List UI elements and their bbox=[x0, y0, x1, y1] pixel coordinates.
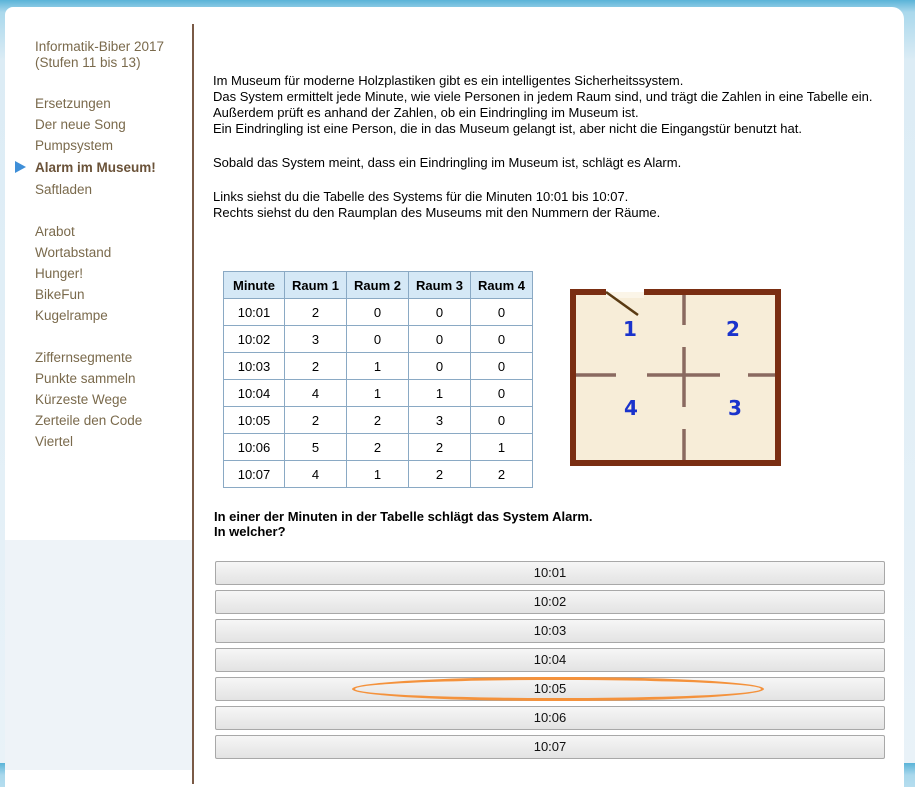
room-number-1: 1 bbox=[623, 317, 637, 341]
table-header: Raum 3 bbox=[409, 272, 471, 299]
table-row bbox=[224, 353, 533, 380]
room-number-2: 2 bbox=[726, 317, 740, 341]
answer-button-1005[interactable]: 10:05 bbox=[215, 677, 885, 701]
table-cell: 5 bbox=[285, 434, 347, 461]
answer-button-1006[interactable]: 10:06 bbox=[215, 706, 885, 730]
table-cell: 2 bbox=[471, 461, 533, 488]
table-cell: 2 bbox=[285, 407, 347, 434]
contest-title-line2: (Stufen 11 bis 13) bbox=[35, 55, 141, 70]
table-cell: 0 bbox=[471, 326, 533, 353]
table-cell: 2 bbox=[285, 299, 347, 326]
nav-item-hunger[interactable]: Hunger! bbox=[35, 266, 84, 281]
table-row bbox=[224, 434, 533, 461]
museum-floor-plan bbox=[570, 289, 782, 467]
table-cell: 4 bbox=[285, 380, 347, 407]
table-cell: 2 bbox=[409, 461, 471, 488]
table-cell: 2 bbox=[347, 434, 409, 461]
question-line-1: In einer der Minuten in der Tabelle schlägt das System Alarm. bbox=[214, 509, 593, 524]
table-cell: 10:02 bbox=[224, 326, 285, 353]
nav-item-ziffernsegmente[interactable]: Ziffernsegmente bbox=[35, 350, 133, 365]
table-cell: 0 bbox=[471, 353, 533, 380]
nav-item-alarm-im-museum[interactable]: Alarm im Museum! bbox=[35, 160, 156, 175]
answer-button-1002[interactable]: 10:02 bbox=[215, 590, 885, 614]
answer-button-1007[interactable]: 10:07 bbox=[215, 735, 885, 759]
table-cell: 4 bbox=[285, 461, 347, 488]
sidebar-divider bbox=[192, 24, 194, 784]
nav-item-wortabstand[interactable]: Wortabstand bbox=[35, 245, 112, 260]
table-cell: 10:03 bbox=[224, 353, 285, 380]
room-number-4: 4 bbox=[624, 396, 638, 420]
table-row bbox=[224, 407, 533, 434]
question-text bbox=[214, 509, 894, 539]
question-line-2: In welcher? bbox=[214, 524, 286, 539]
table-row bbox=[224, 326, 533, 353]
nav-item-zerteile-den-code[interactable]: Zerteile den Code bbox=[35, 413, 143, 428]
table-row bbox=[224, 380, 533, 407]
contest-title-line1: Informatik-Biber 2017 bbox=[35, 39, 165, 54]
table-cell: 1 bbox=[347, 353, 409, 380]
table-cell: 1 bbox=[409, 380, 471, 407]
sidebar-footer-bg bbox=[5, 540, 193, 770]
table-cell: 1 bbox=[347, 380, 409, 407]
intro-line-6: Links siehst du die Tabelle des Systems für die Minuten 10:01 bis 10:07. bbox=[213, 189, 629, 204]
answer-button-1001[interactable]: 10:01 bbox=[215, 561, 885, 585]
table-row bbox=[224, 461, 533, 488]
intro-line-4: Ein Eindringling ist eine Person, die in das Museum gelangt ist, aber nicht die Eingangstür benutzt hat. bbox=[213, 121, 802, 136]
table-header: Raum 1 bbox=[285, 272, 347, 299]
nav-item-pumpsystem[interactable]: Pumpsystem bbox=[35, 138, 114, 153]
table-cell: 1 bbox=[471, 434, 533, 461]
table-row bbox=[224, 299, 533, 326]
nav-item-ersetzungen[interactable]: Ersetzungen bbox=[35, 96, 111, 111]
answer-button-1004[interactable]: 10:04 bbox=[215, 648, 885, 672]
occupancy-table bbox=[223, 271, 533, 488]
nav-item-punkte-sammeln[interactable]: Punkte sammeln bbox=[35, 371, 136, 386]
table-header-row bbox=[224, 272, 533, 299]
table-cell: 10:04 bbox=[224, 380, 285, 407]
table-cell: 10:01 bbox=[224, 299, 285, 326]
table-cell: 0 bbox=[347, 299, 409, 326]
table-header: Raum 2 bbox=[347, 272, 409, 299]
nav-item-bikefun[interactable]: BikeFun bbox=[35, 287, 85, 302]
table-cell: 0 bbox=[471, 380, 533, 407]
intro-line-2: Das System ermittelt jede Minute, wie viele Personen in jedem Raum sind, und trägt die Zahlen in eine Tabelle ein. bbox=[213, 89, 873, 104]
table-cell: 2 bbox=[409, 434, 471, 461]
table-cell: 10:05 bbox=[224, 407, 285, 434]
nav-item-saftladen[interactable]: Saftladen bbox=[35, 182, 93, 197]
room-number-3: 3 bbox=[728, 396, 742, 420]
intro-line-5: Sobald das System meint, dass ein Eindringling im Museum ist, schlägt es Alarm. bbox=[213, 155, 682, 170]
table-cell: 2 bbox=[347, 407, 409, 434]
contest-title bbox=[35, 39, 185, 71]
nav-item-kugelrampe[interactable]: Kugelrampe bbox=[35, 308, 108, 323]
task-description bbox=[213, 73, 893, 221]
table-cell: 3 bbox=[409, 407, 471, 434]
answer-button-1003[interactable]: 10:03 bbox=[215, 619, 885, 643]
table-cell: 0 bbox=[409, 299, 471, 326]
plan-floor bbox=[573, 292, 778, 463]
table-cell: 0 bbox=[471, 299, 533, 326]
nav-item-kuerzeste-wege[interactable]: Kürzeste Wege bbox=[35, 392, 128, 407]
nav-item-arabot[interactable]: Arabot bbox=[35, 224, 75, 239]
table-cell: 10:06 bbox=[224, 434, 285, 461]
table-cell: 0 bbox=[409, 326, 471, 353]
table-cell: 1 bbox=[347, 461, 409, 488]
table-cell: 3 bbox=[285, 326, 347, 353]
nav-item-viertel[interactable]: Viertel bbox=[35, 434, 74, 449]
table-cell: 2 bbox=[285, 353, 347, 380]
nav-item-der-neue-song[interactable]: Der neue Song bbox=[35, 117, 126, 132]
table-cell: 0 bbox=[347, 326, 409, 353]
table-cell: 0 bbox=[409, 353, 471, 380]
intro-line-3: Außerdem prüft es anhand der Zahlen, ob ein Eindringling im Museum ist. bbox=[213, 105, 639, 120]
table-cell: 10:07 bbox=[224, 461, 285, 488]
intro-line-1: Im Museum für moderne Holzplastiken gibt es ein intelligentes Sicherheitssystem. bbox=[213, 73, 684, 88]
table-header: Raum 4 bbox=[471, 272, 533, 299]
table-header: Minute bbox=[224, 272, 285, 299]
intro-line-7: Rechts siehst du den Raumplan des Museums mit den Nummern der Räume. bbox=[213, 205, 661, 220]
table-cell: 0 bbox=[471, 407, 533, 434]
current-task-arrow-icon bbox=[15, 161, 26, 173]
